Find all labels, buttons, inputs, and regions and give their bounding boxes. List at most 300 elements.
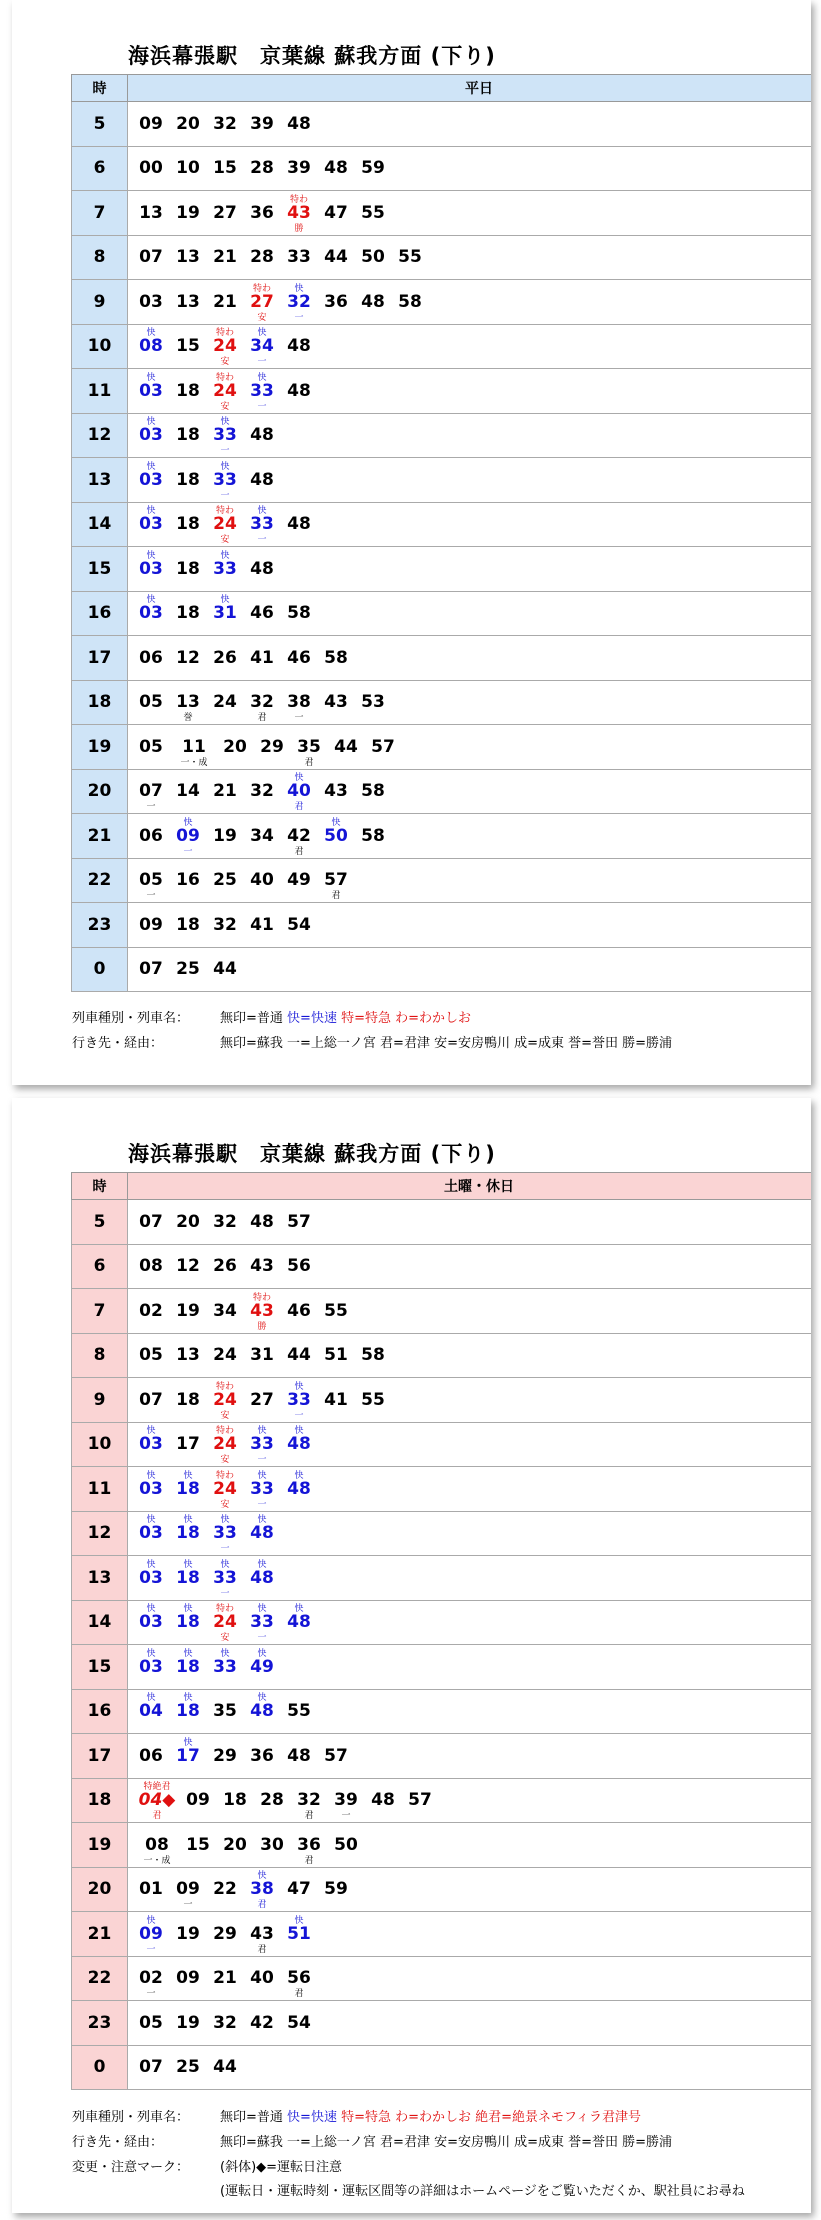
- departure-minute: 48: [361, 291, 385, 312]
- train-type-mark: 快: [146, 1515, 156, 1526]
- departure-minute: 08: [139, 336, 163, 357]
- hour-cell: 20: [71, 770, 128, 814]
- hour-cell: 18: [71, 1779, 128, 1823]
- hour-cell: 6: [71, 1245, 128, 1289]
- departure-time: [405, 1778, 440, 1822]
- departure-time: [284, 1333, 319, 1377]
- departure-time: [136, 769, 171, 813]
- departure-time: [284, 324, 319, 368]
- legend-express: 快=快速: [287, 1011, 337, 1026]
- train-type-mark: 快: [183, 1737, 193, 1748]
- departure-time: [136, 680, 171, 724]
- hour-cell: 11: [71, 369, 128, 413]
- departure-time: [173, 1244, 208, 1288]
- destination-mark: 安: [220, 1499, 230, 1510]
- departure-time: [247, 1867, 282, 1911]
- departure-time: [247, 1600, 282, 1644]
- departure-minute: 30: [260, 1834, 284, 1855]
- train-type-mark: 特絶君: [143, 1782, 171, 1793]
- departure-time: [358, 1378, 393, 1422]
- hour-cell: 7: [71, 191, 128, 235]
- departure-minute: 16: [176, 870, 200, 891]
- minutes-cell: [128, 2046, 811, 2090]
- departure-minute: 07: [139, 959, 163, 980]
- destination-mark: 一: [341, 1811, 351, 1822]
- departure-time: [247, 814, 282, 858]
- train-type-mark: 快: [257, 506, 267, 517]
- departure-minute: 29: [260, 736, 284, 757]
- legend-destination: [72, 2131, 672, 2150]
- departure-minute: 32: [250, 692, 274, 713]
- train-type-mark: 特わ: [215, 372, 234, 383]
- departure-time: [136, 1956, 171, 2000]
- departure-time: [136, 1823, 181, 1867]
- legend-label: 変更・注意マーク：: [72, 2160, 190, 2175]
- destination-mark: 一・成: [143, 1855, 171, 1866]
- departure-time: [173, 1867, 208, 1911]
- minutes-cell: [128, 1289, 811, 1333]
- destination-mark: 君: [257, 1900, 267, 1911]
- train-type-mark: 特わ: [215, 328, 234, 339]
- departure-time: [210, 1734, 245, 1778]
- destination-mark: 一: [146, 1944, 156, 1955]
- departure-time: [173, 1200, 208, 1244]
- departure-time: [136, 102, 171, 146]
- timetable-rows: [71, 102, 811, 992]
- minutes-cell: [128, 814, 811, 858]
- departure-time: [173, 947, 208, 991]
- train-type-mark: 快: [294, 1915, 304, 1926]
- departure-time: [136, 591, 171, 635]
- departure-minute: 09: [176, 1968, 200, 1989]
- departure-minute: 04: [139, 1701, 163, 1722]
- departure-time: [173, 903, 208, 947]
- departure-time: [210, 235, 245, 279]
- departure-time: [284, 903, 319, 947]
- destination-mark: 一: [220, 1588, 230, 1599]
- departure-minute: 18: [176, 380, 200, 401]
- departure-minute: 14: [176, 781, 200, 802]
- hour-cell: 5: [71, 102, 128, 146]
- hour-cell: 5: [71, 1200, 128, 1244]
- table-row: [71, 1289, 811, 1334]
- departure-time: [395, 280, 430, 324]
- departure-time: [210, 1467, 245, 1511]
- legend-label: 列車種別・列車名：: [72, 1011, 190, 1026]
- hour-cell: 13: [71, 1556, 128, 1600]
- departure-time: [294, 725, 329, 769]
- departure-time: [173, 413, 208, 457]
- departure-time: [136, 1511, 171, 1555]
- departure-time: [136, 280, 171, 324]
- departure-time: [173, 1289, 208, 1333]
- departure-time: [210, 1867, 245, 1911]
- departure-time: [358, 769, 393, 813]
- departure-minute: 36: [250, 202, 274, 223]
- departure-time: [210, 280, 245, 324]
- minutes-cell: [128, 1512, 811, 1556]
- departure-time: [284, 1956, 319, 2000]
- departure-minute: 44: [213, 959, 237, 980]
- departure-time: [220, 725, 255, 769]
- departure-time: [321, 1289, 356, 1333]
- minutes-cell: [128, 1912, 811, 1956]
- departure-time: [395, 235, 430, 279]
- departure-minute: 27: [250, 291, 274, 312]
- departure-time: [210, 814, 245, 858]
- departure-time: [284, 280, 319, 324]
- departure-minute: 03: [139, 1656, 163, 1677]
- departure-minute: 25: [176, 2057, 200, 2078]
- destination-mark: 一: [294, 312, 304, 323]
- departure-minute: 20: [223, 736, 247, 757]
- departure-minute: 40: [250, 1968, 274, 1989]
- departure-minute: 07: [139, 247, 163, 268]
- legend-note-text: (斜体)◆=運転日注意: [220, 2160, 343, 2175]
- departure-time: [136, 369, 171, 413]
- legend-train-type: [72, 1007, 471, 1026]
- table-row: [71, 681, 811, 726]
- table-row: [71, 458, 811, 503]
- departure-time: [358, 146, 393, 190]
- departure-minute: 15: [176, 336, 200, 357]
- departure-minute: 34: [213, 1300, 237, 1321]
- departure-minute: 18: [176, 1656, 200, 1677]
- departure-minute: 54: [287, 914, 311, 935]
- departure-minute: 31: [213, 603, 237, 624]
- departure-time: [210, 458, 245, 502]
- departure-minute: 48: [287, 1478, 311, 1499]
- departure-minute: 03: [139, 1478, 163, 1499]
- minutes-cell: [128, 503, 811, 547]
- departure-minute: 09: [139, 113, 163, 134]
- departure-time: [247, 369, 282, 413]
- minutes-cell: [128, 859, 811, 903]
- departure-time: [210, 1333, 245, 1377]
- departure-time: [210, 324, 245, 368]
- minutes-cell: [128, 1601, 811, 1645]
- departure-minute: 39: [287, 158, 311, 179]
- departure-minute: 48: [250, 1701, 274, 1722]
- departure-time: [136, 547, 171, 591]
- minutes-cell: [128, 414, 811, 458]
- hour-cell: 14: [71, 503, 128, 547]
- departure-time: [210, 1289, 245, 1333]
- departure-minute: 39: [334, 1790, 358, 1811]
- departure-time: [294, 1823, 329, 1867]
- hour-cell: 22: [71, 1957, 128, 2001]
- departure-minute: 05: [139, 870, 163, 891]
- departure-minute: 38: [287, 692, 311, 713]
- departure-time: [247, 636, 282, 680]
- departure-minute: 41: [324, 1389, 348, 1410]
- departure-time: [284, 1200, 319, 1244]
- departure-minute: 08: [145, 1834, 169, 1855]
- day-column-header: 平日: [128, 74, 811, 102]
- departure-time: [247, 1511, 282, 1555]
- departure-minute: 48: [287, 1745, 311, 1766]
- departure-minute: 05: [139, 692, 163, 713]
- departure-minute: 29: [213, 1923, 237, 1944]
- departure-minute: 03: [139, 558, 163, 579]
- departure-minute: 21: [213, 247, 237, 268]
- train-type-mark: 特わ: [252, 283, 271, 294]
- departure-time: [247, 769, 282, 813]
- departure-time: [136, 2001, 171, 2045]
- departure-time: [136, 2045, 171, 2089]
- departure-minute: 31: [250, 1345, 274, 1366]
- departure-time: [247, 324, 282, 368]
- departure-minute: 59: [361, 158, 385, 179]
- train-type-mark: 快: [294, 1604, 304, 1615]
- departure-minute: 56: [287, 1968, 311, 1989]
- departure-time: [136, 413, 171, 457]
- departure-time: [136, 1734, 171, 1778]
- departure-minute: 32: [250, 781, 274, 802]
- departure-time: [321, 1333, 356, 1377]
- departure-minute: 20: [176, 1211, 200, 1232]
- departure-minute: 24: [213, 692, 237, 713]
- departure-time: [173, 547, 208, 591]
- departure-time: [257, 725, 292, 769]
- table-row: [71, 1467, 811, 1512]
- train-type-mark: 快: [183, 1559, 193, 1570]
- train-type-mark: 快: [220, 1559, 230, 1570]
- departure-time: [210, 413, 245, 457]
- departure-minute: 27: [250, 1389, 274, 1410]
- departure-minute: 33: [250, 1612, 274, 1633]
- departure-time: [136, 191, 171, 235]
- departure-minute: 48: [250, 1523, 274, 1544]
- departure-time: [321, 280, 356, 324]
- departure-time: [210, 903, 245, 947]
- train-type-mark: 快: [183, 1470, 193, 1481]
- departure-minute: 10: [176, 158, 200, 179]
- table-row: [71, 1423, 811, 1468]
- minutes-cell: [128, 1957, 811, 2001]
- table-row: [71, 147, 811, 192]
- departure-minute: 48: [287, 1434, 311, 1455]
- departure-minute: 02: [139, 1968, 163, 1989]
- departure-minute: 32: [287, 291, 311, 312]
- hour-cell: 14: [71, 1601, 128, 1645]
- departure-time: [173, 1333, 208, 1377]
- minutes-cell: [128, 236, 811, 280]
- minutes-cell: [128, 1245, 811, 1289]
- destination-mark: 君: [257, 1944, 267, 1955]
- table-row: [71, 414, 811, 459]
- train-type-mark: 快: [220, 461, 230, 472]
- departure-time: [173, 1912, 208, 1956]
- departure-time: [173, 1956, 208, 2000]
- departure-time: [284, 191, 319, 235]
- departure-minute: 18: [176, 1701, 200, 1722]
- departure-minute: 32: [297, 1790, 321, 1811]
- departure-time: [173, 1600, 208, 1644]
- departure-minute: 07: [139, 1389, 163, 1410]
- departure-time: [284, 1244, 319, 1288]
- departure-minute: 56: [287, 1256, 311, 1277]
- departure-minute: 36: [324, 291, 348, 312]
- departure-minute: 43: [324, 781, 348, 802]
- table-row: [71, 1334, 811, 1379]
- table-row: [71, 1957, 811, 2002]
- departure-minute: 47: [287, 1879, 311, 1900]
- departure-time: [247, 1645, 282, 1689]
- departure-minute: 32: [213, 2012, 237, 2033]
- departure-minute: 18: [176, 1523, 200, 1544]
- departure-minute: 34: [250, 336, 274, 357]
- departure-minute: 11: [182, 736, 206, 757]
- departure-time: [136, 1422, 171, 1466]
- departure-time: [284, 102, 319, 146]
- departure-minute: 32: [213, 914, 237, 935]
- departure-minute: 43: [324, 692, 348, 713]
- departure-time: [257, 1778, 292, 1822]
- timetable: [71, 74, 811, 992]
- departure-minute: 44: [287, 1345, 311, 1366]
- hour-cell: 13: [71, 458, 128, 502]
- departure-time: [368, 1778, 403, 1822]
- minutes-cell: [128, 1423, 811, 1467]
- departure-minute: 26: [213, 1256, 237, 1277]
- departure-minute: 58: [324, 647, 348, 668]
- departure-minute: 18: [176, 1389, 200, 1410]
- departure-time: [368, 725, 403, 769]
- departure-time: [247, 280, 282, 324]
- minutes-cell: [128, 1556, 811, 1600]
- departure-minute: 33: [287, 1389, 311, 1410]
- departure-minute: 07: [139, 2057, 163, 2078]
- hour-cell: 9: [71, 280, 128, 324]
- departure-minute: 22: [213, 1879, 237, 1900]
- departure-minute: 24: [213, 336, 237, 357]
- train-type-mark: 快: [183, 1515, 193, 1526]
- departure-time: [284, 1600, 319, 1644]
- departure-time: [247, 1556, 282, 1600]
- departure-minute: 33: [213, 558, 237, 579]
- train-type-mark: 快: [294, 1426, 304, 1437]
- departure-time: [173, 324, 208, 368]
- departure-minute: 41: [250, 647, 274, 668]
- train-type-mark: 快: [146, 1470, 156, 1481]
- train-type-mark: 快: [146, 506, 156, 517]
- hour-cell: 11: [71, 1467, 128, 1511]
- table-row: [71, 1734, 811, 1779]
- departure-minute: 18: [176, 1612, 200, 1633]
- departure-minute: 33: [213, 1567, 237, 1588]
- departure-time: [136, 324, 171, 368]
- departure-time: [284, 1378, 319, 1422]
- departure-minute: 07: [139, 781, 163, 802]
- minutes-cell: [128, 191, 811, 235]
- destination-mark: 安: [220, 535, 230, 546]
- departure-minute: 40: [287, 781, 311, 802]
- departure-time: [173, 502, 208, 546]
- departure-minute: 05: [139, 1345, 163, 1366]
- departure-time: [294, 1778, 329, 1822]
- train-type-mark: 快: [294, 1381, 304, 1392]
- departure-minute: 13: [176, 692, 200, 713]
- departure-time: [331, 1778, 366, 1822]
- train-type-mark: 快: [257, 1871, 267, 1882]
- departure-time: [136, 458, 171, 502]
- table-row: [71, 725, 811, 770]
- departure-minute: 35: [213, 1701, 237, 1722]
- destination-mark: 君: [294, 1989, 304, 2000]
- departure-minute: 28: [250, 158, 274, 179]
- train-type-mark: 快: [183, 1648, 193, 1659]
- destination-mark: 一: [220, 446, 230, 457]
- destination-mark: 君: [294, 846, 304, 857]
- departure-minute: 09: [176, 1879, 200, 1900]
- departure-time: [321, 636, 356, 680]
- departure-time: [136, 1600, 171, 1644]
- departure-time: [173, 591, 208, 635]
- departure-time: [284, 1689, 319, 1733]
- departure-time: [247, 547, 282, 591]
- departure-minute: 15: [213, 158, 237, 179]
- destination-mark: 君: [152, 1811, 162, 1822]
- departure-time: [358, 280, 393, 324]
- departure-time: [284, 680, 319, 724]
- departure-time: [136, 814, 171, 858]
- departure-time: [210, 1511, 245, 1555]
- train-type-mark: 快: [146, 550, 156, 561]
- departure-time: [173, 1734, 208, 1778]
- departure-minute: 55: [287, 1701, 311, 1722]
- departure-time: [136, 1556, 171, 1600]
- departure-minute: 18: [176, 1478, 200, 1499]
- departure-minute: 24: [213, 1612, 237, 1633]
- hour-cell: 20: [71, 1868, 128, 1912]
- minutes-cell: [128, 2001, 811, 2045]
- departure-minute: 33: [250, 514, 274, 535]
- destination-mark: 一: [294, 1410, 304, 1421]
- hour-cell: 21: [71, 814, 128, 858]
- departure-time: [136, 636, 171, 680]
- departure-time: [210, 1422, 245, 1466]
- hour-cell: 23: [71, 903, 128, 947]
- table-row: [71, 1645, 811, 1690]
- departure-minute: 43: [250, 1256, 274, 1277]
- departure-minute: 44: [324, 247, 348, 268]
- hour-cell: 0: [71, 948, 128, 992]
- page-title: 海浜幕張駅 京葉線 蘇我方面 (下り): [128, 1142, 496, 1166]
- departure-minute: 18: [176, 1567, 200, 1588]
- departure-time: [210, 1600, 245, 1644]
- table-row: [71, 236, 811, 281]
- legend-normal: 無印=普通: [220, 1011, 283, 1026]
- departure-minute: 03: [139, 1434, 163, 1455]
- legend-label: 行き先・経由：: [72, 2135, 164, 2150]
- departure-time: [210, 369, 245, 413]
- hour-cell: 21: [71, 1912, 128, 1956]
- departure-minute: 33: [213, 1656, 237, 1677]
- hour-cell: 19: [71, 725, 128, 769]
- departure-minute: 21: [213, 291, 237, 312]
- departure-minute: 53: [361, 692, 385, 713]
- departure-time: [210, 2045, 245, 2089]
- hour-cell: 10: [71, 1423, 128, 1467]
- train-type-mark: 快: [146, 417, 156, 428]
- destination-mark: 一: [146, 891, 156, 902]
- destination-mark: 一: [220, 490, 230, 501]
- departure-time: [284, 502, 319, 546]
- train-type-mark: 快: [183, 1693, 193, 1704]
- departure-time: [210, 191, 245, 235]
- departure-time: [247, 2001, 282, 2045]
